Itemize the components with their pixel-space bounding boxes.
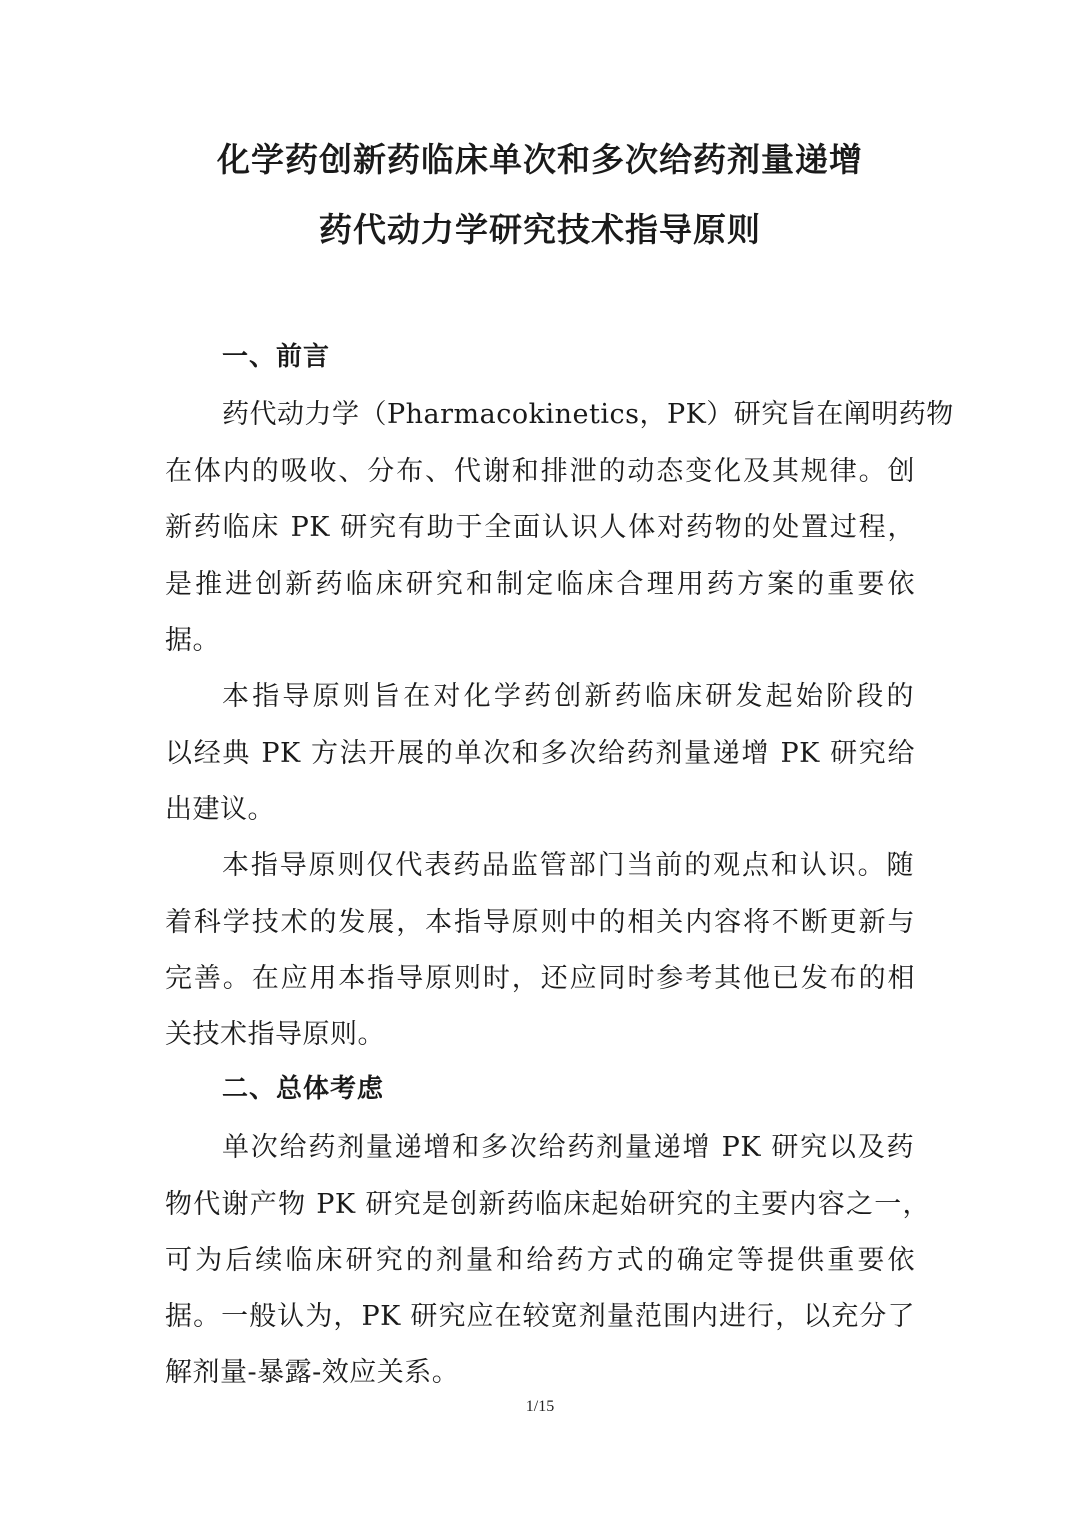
paragraph-line: 据。一般认为，PK 研究应在较宽剂量范围内进行，以充分了 bbox=[165, 1301, 915, 1332]
page-number: 1/15 bbox=[525, 1398, 555, 1415]
section-heading-preface: 一、前言 bbox=[222, 342, 331, 372]
paragraph-line: 本指导原则仅代表药品监管部门当前的观点和认识。随 bbox=[222, 850, 914, 881]
section-heading-overall-considerations: 二、总体考虑 bbox=[222, 1074, 385, 1104]
paragraph-line: 可为后续临床研究的剂量和给药方式的确定等提供重要依 bbox=[165, 1245, 915, 1276]
paragraph-line: 在体内的吸收、分布、代谢和排泄的动态变化及其规律。创 bbox=[165, 456, 915, 487]
paragraph-line: 新药临床 PK 研究有助于全面认识人体对药物的处置过程， bbox=[165, 512, 915, 543]
paragraph-line: 单次给药剂量递增和多次给药剂量递增 PK 研究以及药 bbox=[222, 1132, 914, 1163]
paragraph-line: 出建议。 bbox=[165, 794, 275, 825]
document-title-line-2: 药代动力学研究技术指导原则 bbox=[319, 210, 761, 249]
document-title-line-1: 化学药创新药临床单次和多次给药剂量递增 bbox=[217, 140, 863, 179]
paragraph-line: 据。 bbox=[165, 625, 220, 656]
paragraph-line: 本指导原则旨在对化学药创新药临床研发起始阶段的 bbox=[222, 681, 914, 712]
paragraph-line: 解剂量-暴露-效应关系。 bbox=[165, 1357, 460, 1388]
paragraph-line: 以经典 PK 方法开展的单次和多次给药剂量递增 PK 研究给 bbox=[165, 738, 915, 769]
paragraph-line: 着科学技术的发展，本指导原则中的相关内容将不断更新与 bbox=[165, 907, 915, 938]
paragraph-line: 物代谢产物 PK 研究是创新药临床起始研究的主要内容之一， bbox=[165, 1189, 930, 1220]
paragraph-line: 药代动力学（Pharmacokinetics，PK）研究旨在阐明药物 bbox=[222, 399, 954, 430]
paragraph-line: 完善。在应用本指导原则时，还应同时参考其他已发布的相 bbox=[165, 963, 915, 994]
paragraph-line: 关技术指导原则。 bbox=[165, 1019, 385, 1050]
paragraph-line: 是推进创新药临床研究和制定临床合理用药方案的重要依 bbox=[165, 569, 915, 600]
